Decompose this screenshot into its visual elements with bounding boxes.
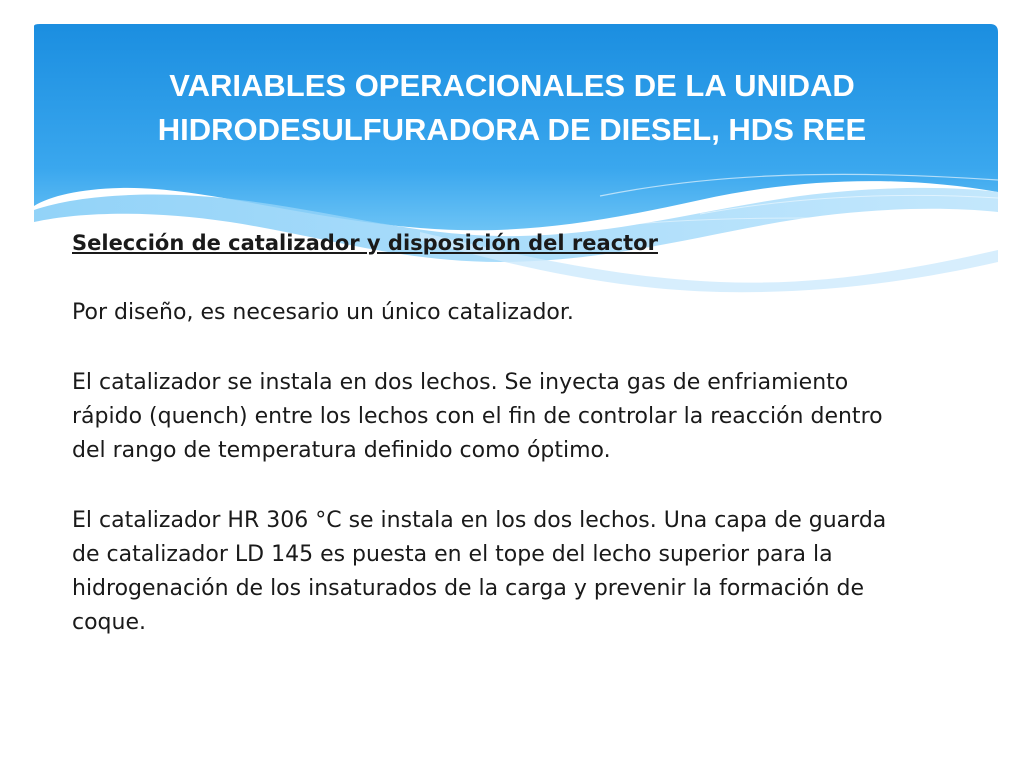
paragraph-catalyst-design	[72, 296, 972, 330]
slide-title-line-2: HIDRODESULFURADORA DE DIESEL, HDS REE	[157, 112, 867, 147]
slide-title	[40, 64, 984, 152]
paragraph-line: coque.	[72, 610, 146, 635]
paragraph-catalyst-types	[72, 504, 972, 640]
paragraph-line: del rango de temperatura definido como óptimo.	[72, 438, 611, 463]
paragraph-line: Por diseño, es necesario un único catalizador.	[72, 300, 574, 325]
paragraph-catalyst-beds	[72, 366, 972, 468]
paragraph-line: El catalizador HR 306 °C se instala en los dos lechos. Una capa de guarda	[72, 508, 887, 533]
slide-body	[72, 226, 972, 676]
slide-title-line-1: VARIABLES OPERACIONALES DE LA UNIDAD	[169, 68, 855, 103]
paragraph-line: rápido (quench) entre los lechos con el fin de controlar la reacción dentro	[72, 404, 883, 429]
paragraph-line: hidrogenación de los insaturados de la carga y prevenir la formación de	[72, 576, 865, 601]
paragraph-line: de catalizador LD 145 es puesta en el tope del lecho superior para la	[72, 542, 833, 567]
paragraph-line: El catalizador se instala en dos lechos. Se inyecta gas de enfriamiento	[72, 370, 849, 395]
section-heading: Selección de catalizador y disposición del reactor	[72, 231, 658, 255]
